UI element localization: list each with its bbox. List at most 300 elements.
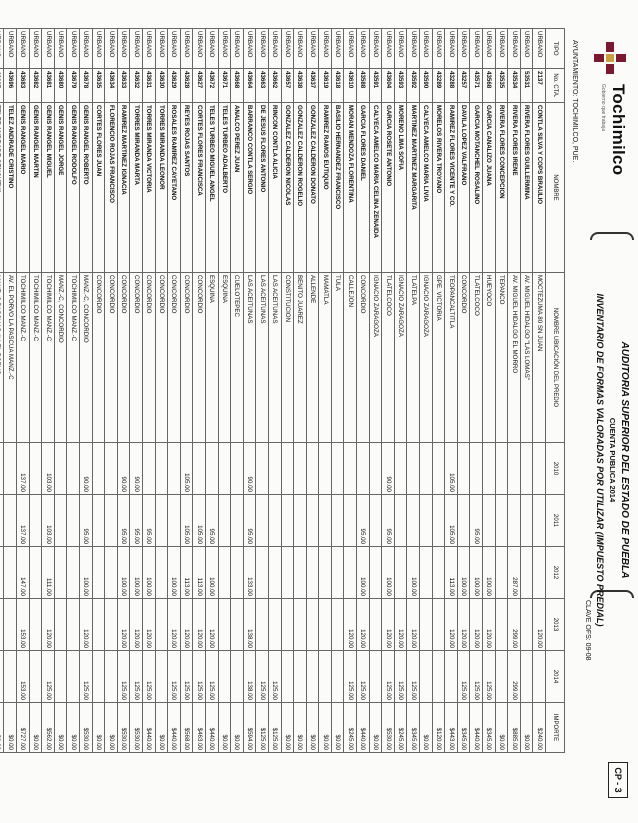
year-2012-cell bbox=[533, 547, 546, 599]
cuenta-cell: 43627 bbox=[193, 69, 206, 103]
cuenta-cell: 43288 bbox=[445, 69, 458, 103]
table-row bbox=[394, 29, 407, 753]
cuenta-cell: 43637 bbox=[306, 69, 319, 103]
nombre-cell: GENIS RANGEL MARTIN bbox=[29, 103, 42, 273]
ubicacion-cell bbox=[0, 273, 4, 443]
year-2013-cell: 120.00 bbox=[168, 599, 181, 651]
year-2011-cell bbox=[294, 495, 307, 547]
nombre-cell: MARTINEZ MARTINEZ MARGARITA bbox=[407, 103, 420, 273]
year-2014-cell bbox=[0, 651, 4, 703]
cuenta-cell: 43571 bbox=[470, 69, 483, 103]
cuenta-cell: 43588 bbox=[357, 69, 370, 103]
importe-cell bbox=[0, 703, 4, 753]
table-row bbox=[117, 29, 130, 753]
tipo-cell: URBANO bbox=[394, 29, 407, 69]
year-2010-cell bbox=[67, 443, 80, 495]
table-row bbox=[520, 29, 533, 753]
table-row bbox=[256, 29, 269, 753]
ubicacion-cell: CONCORDIO bbox=[92, 273, 105, 443]
year-2014-cell bbox=[231, 651, 244, 703]
cuenta-cell: 43591 bbox=[369, 69, 382, 103]
year-2012-cell bbox=[67, 547, 80, 599]
tipo-cell: URBANO bbox=[4, 29, 17, 69]
year-2010-cell bbox=[143, 443, 156, 495]
tipo-cell: URBANO bbox=[495, 29, 508, 69]
year-2014-cell: 125.00 bbox=[205, 651, 218, 703]
ubicacion-cell: TLATELCOCO bbox=[382, 273, 395, 443]
year-2013-cell: 153.00 bbox=[17, 599, 30, 651]
ubicacion-cell: TEOPANCALTITLA bbox=[445, 273, 458, 443]
year-2012-cell: 100.00 bbox=[382, 547, 395, 599]
year-2013-cell bbox=[495, 599, 508, 651]
cuenta-cell: 43619 bbox=[319, 69, 332, 103]
nombre-cell: DAVILA LOPEZ VALFRANO bbox=[457, 103, 470, 273]
nombre-cell: CONTLA SILVA Y COPS BRAULIO bbox=[533, 103, 546, 273]
year-2013-cell: 120.00 bbox=[180, 599, 193, 651]
nombre-cell: GENIS RANGEL RODOLFO bbox=[67, 103, 80, 273]
cuenta-cell: 43289 bbox=[432, 69, 445, 103]
nombre-cell: TORRES MIRANDA VICTORIA bbox=[143, 103, 156, 273]
importe-cell: $0.00 bbox=[306, 703, 319, 753]
cuenta-cell: 43680 bbox=[54, 69, 67, 103]
year-2011-cell bbox=[407, 495, 420, 547]
year-2011-cell: 95.00 bbox=[130, 495, 143, 547]
cuenta-cell: 43681 bbox=[42, 69, 55, 103]
importe-cell: $0.00 bbox=[495, 703, 508, 753]
table-row bbox=[92, 29, 105, 753]
year-2011-cell bbox=[105, 495, 118, 547]
table-row bbox=[231, 29, 244, 753]
year-2010-cell: 90.00 bbox=[243, 443, 256, 495]
year-2014-cell bbox=[218, 651, 231, 703]
year-2014-cell bbox=[495, 651, 508, 703]
year-2013-cell bbox=[520, 599, 533, 651]
ubicacion-cell: CONCORDIO bbox=[130, 273, 143, 443]
year-2014-cell: 125.00 bbox=[256, 651, 269, 703]
year-2012-cell bbox=[54, 547, 67, 599]
column-header: 2012 bbox=[546, 547, 565, 599]
municipio-label: AYUNTAMIENTO: TOCHIMILCO, PUE. bbox=[571, 40, 578, 163]
importe-cell: $440.00 bbox=[205, 703, 218, 753]
importe-cell: $0.00 bbox=[67, 703, 80, 753]
nombre-cell: FLORENCIO ROJAS FRANCISCO bbox=[105, 103, 118, 273]
tipo-cell: URBANO bbox=[508, 29, 521, 69]
importe-cell: $463.00 bbox=[193, 703, 206, 753]
year-2010-cell bbox=[231, 443, 244, 495]
year-2014-cell: 125.00 bbox=[407, 651, 420, 703]
year-2010-cell bbox=[294, 443, 307, 495]
year-2011-cell bbox=[306, 495, 319, 547]
year-2014-cell bbox=[4, 651, 17, 703]
year-2014-cell bbox=[29, 651, 42, 703]
column-header: 2013 bbox=[546, 599, 565, 651]
year-2011-cell bbox=[281, 495, 294, 547]
year-2012-cell bbox=[520, 547, 533, 599]
ubicacion-cell: CONCORDIO bbox=[180, 273, 193, 443]
year-2013-cell bbox=[4, 599, 17, 651]
logo-name: Tochimilco bbox=[609, 84, 628, 176]
ubicacion-cell: AV. MIGUEL HIDALGO EL MORRO bbox=[508, 273, 521, 443]
tipo-cell: URBANO bbox=[67, 29, 80, 69]
year-2011-cell bbox=[268, 495, 281, 547]
table-row bbox=[294, 29, 307, 753]
year-2012-cell: 147.00 bbox=[17, 547, 30, 599]
table-header-row bbox=[546, 29, 565, 753]
column-header: 2011 bbox=[546, 495, 565, 547]
ubicacion-cell: MANZ.-C, CONCORDIO bbox=[54, 273, 67, 443]
importe-cell: $0.00 bbox=[218, 703, 231, 753]
year-2012-cell: 100.00 bbox=[117, 547, 130, 599]
year-2014-cell bbox=[319, 651, 332, 703]
importe-cell: $0.00 bbox=[319, 703, 332, 753]
document-subtitle: CUENTA PUBLICA 2014 bbox=[608, 417, 617, 503]
year-2012-cell: 100.00 bbox=[357, 547, 370, 599]
table-row bbox=[218, 29, 231, 753]
nombre-cell: BASILIO HERNANDEZ FRANCISCO bbox=[331, 103, 344, 273]
nombre-cell: GONZALEZ CALDERON ROGELIO bbox=[294, 103, 307, 273]
importe-cell: $594.00 bbox=[243, 703, 256, 753]
year-2012-cell bbox=[420, 547, 433, 599]
year-2010-cell bbox=[331, 443, 344, 495]
year-2012-cell bbox=[256, 547, 269, 599]
ubicacion-cell: MAMATLA bbox=[319, 273, 332, 443]
year-2011-cell bbox=[319, 495, 332, 547]
year-2013-cell: 120.00 bbox=[407, 599, 420, 651]
importe-cell: $345.00 bbox=[407, 703, 420, 753]
table-row bbox=[168, 29, 181, 753]
clave-ofs bbox=[584, 600, 591, 661]
year-2010-cell bbox=[369, 443, 382, 495]
year-2013-cell: 138.00 bbox=[243, 599, 256, 651]
tipo-cell: URBANO bbox=[42, 29, 55, 69]
ubicacion-cell: CONCORDIO bbox=[457, 273, 470, 443]
nombre-cell: RIVERA FLORES GUILLERMINA bbox=[520, 103, 533, 273]
column-header: No. CTA. bbox=[546, 69, 565, 103]
year-2014-cell bbox=[331, 651, 344, 703]
nombre-cell: GONZALEZ CALDERON DONATO bbox=[306, 103, 319, 273]
table-row bbox=[344, 29, 357, 753]
cuenta-cell: 43604 bbox=[382, 69, 395, 103]
tipo-cell: URBANO bbox=[231, 29, 244, 69]
tipo-cell: URBANO bbox=[344, 29, 357, 69]
year-2014-cell: 138.00 bbox=[243, 651, 256, 703]
cuenta-cell: 43668 bbox=[231, 69, 244, 103]
cuenta-cell: 43628 bbox=[180, 69, 193, 103]
tipo-cell: URBANO bbox=[218, 29, 231, 69]
tipo-cell: URBANO bbox=[306, 29, 319, 69]
year-2011-cell: 95.00 bbox=[243, 495, 256, 547]
importe-cell: $0.00 bbox=[520, 703, 533, 753]
ubicacion-cell: TOCHIMILCO MANZ.-C bbox=[17, 273, 30, 443]
year-2012-cell: 100.00 bbox=[205, 547, 218, 599]
year-2013-cell bbox=[432, 599, 445, 651]
ubicacion-cell: MANZ.-C, CONCORDIO bbox=[80, 273, 93, 443]
year-2014-cell: 125.00 bbox=[483, 651, 496, 703]
year-2010-cell bbox=[483, 443, 496, 495]
table-row bbox=[205, 29, 218, 753]
year-2011-cell: 137.00 bbox=[17, 495, 30, 547]
nombre-cell: TELES TURBEO ADALBERTO bbox=[218, 103, 231, 273]
cuenta-cell: 43683 bbox=[17, 69, 30, 103]
year-2013-cell: 120.00 bbox=[445, 599, 458, 651]
year-2011-cell bbox=[92, 495, 105, 547]
tipo-cell: URBANO bbox=[533, 29, 546, 69]
nombre-cell: GARCIA MOTANCHEL ROSALINO bbox=[470, 103, 483, 273]
year-2010-cell: 105.00 bbox=[445, 443, 458, 495]
year-2012-cell bbox=[155, 547, 168, 599]
year-2014-cell bbox=[533, 651, 546, 703]
table-row bbox=[495, 29, 508, 753]
year-2011-cell bbox=[483, 495, 496, 547]
year-2014-cell bbox=[281, 651, 294, 703]
year-2014-cell: 125.00 bbox=[268, 651, 281, 703]
year-2012-cell bbox=[394, 547, 407, 599]
year-2013-cell bbox=[231, 599, 244, 651]
year-2013-cell: 120.00 bbox=[344, 599, 357, 651]
importe-cell: $345.00 bbox=[457, 703, 470, 753]
year-2011-cell bbox=[256, 495, 269, 547]
year-2013-cell: 120.00 bbox=[130, 599, 143, 651]
cuenta-cell: 43678 bbox=[80, 69, 93, 103]
importe-cell: $125.00 bbox=[256, 703, 269, 753]
tipo-cell: URBANO bbox=[483, 29, 496, 69]
cuenta-cell: 53531 bbox=[520, 69, 533, 103]
year-2010-cell bbox=[432, 443, 445, 495]
cuenta-cell: 43618 bbox=[331, 69, 344, 103]
importe-cell: $345.00 bbox=[483, 703, 496, 753]
cuenta-cell: 43662 bbox=[268, 69, 281, 103]
year-2011-cell bbox=[432, 495, 445, 547]
nombre-cell: RINCON CONTLA ALICIA bbox=[268, 103, 281, 273]
year-2014-cell bbox=[92, 651, 105, 703]
year-2012-cell: 113.00 bbox=[193, 547, 206, 599]
table-row bbox=[42, 29, 55, 753]
year-2014-cell bbox=[105, 651, 118, 703]
year-2014-cell: 125.00 bbox=[344, 651, 357, 703]
logo bbox=[588, 40, 632, 190]
table-row bbox=[382, 29, 395, 753]
importe-cell: $562.00 bbox=[42, 703, 55, 753]
year-2010-cell bbox=[407, 443, 420, 495]
year-2011-cell bbox=[495, 495, 508, 547]
tipo-cell: URBANO bbox=[180, 29, 193, 69]
table-row bbox=[180, 29, 193, 753]
year-2010-cell bbox=[394, 443, 407, 495]
year-2010-cell bbox=[495, 443, 508, 495]
nombre-cell: BARRANCO CONTLA SERGIO bbox=[243, 103, 256, 273]
cuenta-cell: 43696 bbox=[4, 69, 17, 103]
logo-emblem-icon bbox=[592, 40, 628, 78]
tipo-cell: URBANO bbox=[420, 29, 433, 69]
table-row bbox=[105, 29, 118, 753]
logo-tagline: Gobierno que trabaja bbox=[600, 84, 606, 131]
table-row bbox=[130, 29, 143, 753]
year-2010-cell bbox=[470, 443, 483, 495]
year-2012-cell: 111.00 bbox=[42, 547, 55, 599]
document-header bbox=[564, 0, 638, 823]
nombre-cell: TORRES MIRANDA MARTA bbox=[130, 103, 143, 273]
importe-cell: $0.00 bbox=[281, 703, 294, 753]
cuenta-cell: 43638 bbox=[294, 69, 307, 103]
ubicacion-cell: CONCORDIO bbox=[357, 273, 370, 443]
table-row bbox=[357, 29, 370, 753]
year-2012-cell: 133.00 bbox=[243, 547, 256, 599]
year-2010-cell bbox=[520, 443, 533, 495]
year-2010-cell bbox=[168, 443, 181, 495]
year-2010-cell bbox=[357, 443, 370, 495]
year-2011-cell bbox=[29, 495, 42, 547]
importe-cell: $0.00 bbox=[4, 703, 17, 753]
year-2013-cell bbox=[420, 599, 433, 651]
column-header: 2010 bbox=[546, 443, 565, 495]
nombre-cell: GARCIA CANALIZO JUANA bbox=[483, 103, 496, 273]
year-2012-cell: 113.00 bbox=[180, 547, 193, 599]
table-row bbox=[4, 29, 17, 753]
year-2011-cell bbox=[344, 495, 357, 547]
year-2012-cell bbox=[0, 547, 4, 599]
cuenta-cell: 43632 bbox=[130, 69, 143, 103]
table-row bbox=[268, 29, 281, 753]
importe-cell: $440.00 bbox=[143, 703, 156, 753]
year-2014-cell bbox=[445, 651, 458, 703]
year-2011-cell bbox=[420, 495, 433, 547]
year-2014-cell: 125.00 bbox=[168, 651, 181, 703]
year-2010-cell bbox=[29, 443, 42, 495]
nombre-cell: GENIS RANGEL ROBERTO bbox=[80, 103, 93, 273]
importe-cell: $0.00 bbox=[54, 703, 67, 753]
table-row bbox=[243, 29, 256, 753]
tipo-cell: URBANO bbox=[117, 29, 130, 69]
year-2014-cell bbox=[520, 651, 533, 703]
year-2010-cell bbox=[344, 443, 357, 495]
ubicacion-cell: MOCTEZUMA 80 SN JUAN bbox=[533, 273, 546, 443]
year-2012-cell: 100.00 bbox=[130, 547, 143, 599]
year-2013-cell bbox=[256, 599, 269, 651]
year-2013-cell: 120.00 bbox=[193, 599, 206, 651]
table-row bbox=[470, 29, 483, 753]
year-2014-cell bbox=[369, 651, 382, 703]
importe-cell: $440.00 bbox=[470, 703, 483, 753]
tipo-cell: URBANO bbox=[155, 29, 168, 69]
year-2011-cell bbox=[155, 495, 168, 547]
year-2012-cell: 100.00 bbox=[483, 547, 496, 599]
year-2010-cell: 105.00 bbox=[180, 443, 193, 495]
ubicacion-cell: TOCHIMILCO MANZ.-C bbox=[42, 273, 55, 443]
importe-cell: $0.00 bbox=[294, 703, 307, 753]
ubicacion-cell: CONCORDIO bbox=[155, 273, 168, 443]
year-2010-cell bbox=[508, 443, 521, 495]
year-2014-cell: 125.00 bbox=[117, 651, 130, 703]
year-2014-cell: 299.00 bbox=[508, 651, 521, 703]
importe-cell: $245.00 bbox=[344, 703, 357, 753]
tipo-cell bbox=[0, 29, 4, 69]
year-2013-cell bbox=[105, 599, 118, 651]
ubicacion-cell: ESQUINA bbox=[218, 273, 231, 443]
year-2011-cell: 95.00 bbox=[357, 495, 370, 547]
year-2011-cell: 105.00 bbox=[193, 495, 206, 547]
table-row bbox=[508, 29, 521, 753]
year-2014-cell bbox=[306, 651, 319, 703]
year-2013-cell bbox=[281, 599, 294, 651]
table-row bbox=[319, 29, 332, 753]
year-2010-cell bbox=[105, 443, 118, 495]
table-row bbox=[193, 29, 206, 753]
cuenta-cell: 43593 bbox=[394, 69, 407, 103]
year-2010-cell bbox=[306, 443, 319, 495]
importe-cell: $125.00 bbox=[268, 703, 281, 753]
ubicacion-cell: ESQUINA bbox=[205, 273, 218, 443]
table-body bbox=[0, 29, 546, 753]
importe-cell: $0.00 bbox=[331, 703, 344, 753]
year-2012-cell: 113.00 bbox=[445, 547, 458, 599]
year-2013-cell bbox=[331, 599, 344, 651]
year-2014-cell bbox=[155, 651, 168, 703]
cuenta-cell: 43630 bbox=[155, 69, 168, 103]
importe-cell: $0.00 bbox=[29, 703, 42, 753]
year-2012-cell: 100.00 bbox=[143, 547, 156, 599]
year-2010-cell bbox=[92, 443, 105, 495]
importe-cell: $530.00 bbox=[382, 703, 395, 753]
nombre-cell: MORELOS RIVERA TROYANO bbox=[432, 103, 445, 273]
tipo-cell: URBANO bbox=[319, 29, 332, 69]
cuenta-cell: 43679 bbox=[67, 69, 80, 103]
year-2013-cell bbox=[54, 599, 67, 651]
nombre-cell: RIVERA FLORES IRENE bbox=[508, 103, 521, 273]
year-2012-cell bbox=[92, 547, 105, 599]
year-2012-cell: 100.00 bbox=[470, 547, 483, 599]
year-2010-cell bbox=[457, 443, 470, 495]
year-2014-cell: 125.00 bbox=[42, 651, 55, 703]
year-2012-cell bbox=[281, 547, 294, 599]
year-2012-cell bbox=[294, 547, 307, 599]
ubicacion-cell: LAS ACEITUNAS bbox=[256, 273, 269, 443]
cuenta-cell: 43257 bbox=[457, 69, 470, 103]
ubicacion-cell: ALLENDE bbox=[306, 273, 319, 443]
ubicacion-cell: TEPANCO bbox=[495, 273, 508, 443]
ubicacion-cell: GPE. VICTORIA bbox=[432, 273, 445, 443]
year-2012-cell bbox=[432, 547, 445, 599]
year-2013-cell: 120.00 bbox=[357, 599, 370, 651]
year-2012-cell: 287.00 bbox=[508, 547, 521, 599]
year-2012-cell bbox=[29, 547, 42, 599]
ubicacion-cell: TULA bbox=[331, 273, 344, 443]
year-2012-cell bbox=[268, 547, 281, 599]
tipo-cell: URBANO bbox=[143, 29, 156, 69]
year-2011-cell bbox=[168, 495, 181, 547]
importe-cell: $120.00 bbox=[432, 703, 445, 753]
year-2010-cell bbox=[205, 443, 218, 495]
importe-cell: $727.00 bbox=[17, 703, 30, 753]
importe-cell: $245.00 bbox=[394, 703, 407, 753]
year-2013-cell: 120.00 bbox=[382, 599, 395, 651]
left-bracket-icon bbox=[590, 232, 634, 240]
tipo-cell: URBANO bbox=[130, 29, 143, 69]
year-2012-cell bbox=[369, 547, 382, 599]
nombre-cell: CORTES FLORES FRANCISCA bbox=[193, 103, 206, 273]
importe-cell: $440.00 bbox=[357, 703, 370, 753]
year-2010-cell bbox=[281, 443, 294, 495]
cuenta-cell: 43629 bbox=[168, 69, 181, 103]
year-2011-cell bbox=[218, 495, 231, 547]
tipo-cell: URBANO bbox=[432, 29, 445, 69]
nombre-cell: GENIS RANGEL MARIO bbox=[17, 103, 30, 273]
tipo-cell: URBANO bbox=[268, 29, 281, 69]
importe-cell: $530.00 bbox=[117, 703, 130, 753]
tipo-cell: URBANO bbox=[205, 29, 218, 69]
year-2014-cell: 125.00 bbox=[457, 651, 470, 703]
year-2013-cell: 120.00 bbox=[143, 599, 156, 651]
year-2010-cell bbox=[155, 443, 168, 495]
